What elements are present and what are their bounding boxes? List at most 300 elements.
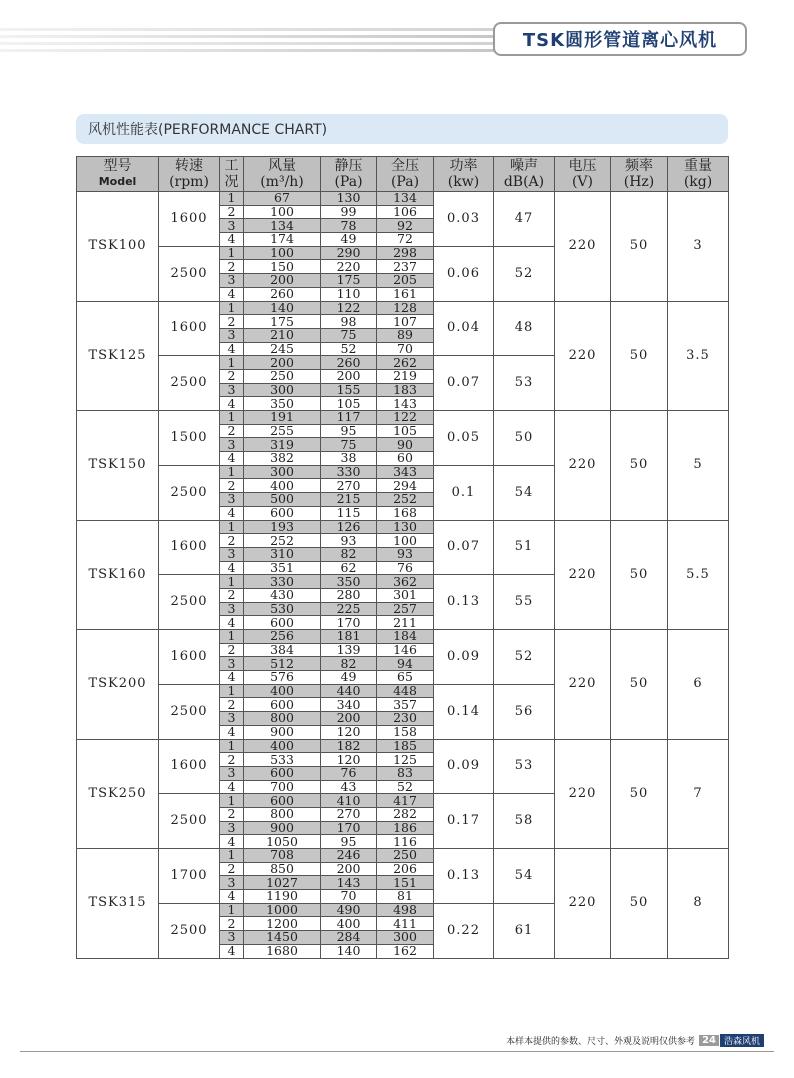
voltage-cell: 220 xyxy=(555,301,611,411)
static-pressure-cell: 215 xyxy=(321,493,377,507)
total-pressure-cell: 357 xyxy=(377,698,434,712)
total-pressure-cell: 107 xyxy=(377,315,434,329)
condition-cell: 3 xyxy=(220,712,244,726)
condition-cell: 4 xyxy=(220,780,244,794)
voltage-cell: 220 xyxy=(555,739,611,849)
airflow-cell: 1450 xyxy=(244,931,321,945)
model-cell: TSK160 xyxy=(77,520,159,630)
static-pressure-cell: 122 xyxy=(321,301,377,315)
header-unit: (Pa) xyxy=(390,174,420,190)
total-pressure-cell: 151 xyxy=(377,876,434,890)
header-label: 噪声 xyxy=(510,158,538,174)
static-pressure-cell: 175 xyxy=(321,274,377,288)
total-pressure-cell: 76 xyxy=(377,561,434,575)
airflow-cell: 600 xyxy=(244,506,321,520)
brand-label: 浩森风机 xyxy=(720,1034,764,1047)
condition-cell: 2 xyxy=(220,698,244,712)
header-label: 静压 xyxy=(334,158,363,174)
noise-cell: 53 xyxy=(494,739,555,794)
total-pressure-cell: 262 xyxy=(377,356,434,370)
airflow-cell: 850 xyxy=(244,862,321,876)
total-pressure-cell: 282 xyxy=(377,807,434,821)
header-label: 功率 xyxy=(449,158,478,174)
airflow-cell: 134 xyxy=(244,219,321,233)
airflow-cell: 330 xyxy=(244,575,321,589)
static-pressure-cell: 143 xyxy=(321,876,377,890)
total-pressure-cell: 122 xyxy=(377,411,434,425)
condition-cell: 2 xyxy=(220,479,244,493)
weight-cell: 5.5 xyxy=(668,520,729,630)
condition-cell: 4 xyxy=(220,397,244,411)
static-pressure-cell: 330 xyxy=(321,465,377,479)
airflow-cell: 400 xyxy=(244,739,321,753)
frequency-cell: 50 xyxy=(611,739,668,849)
noise-cell: 47 xyxy=(494,192,555,247)
total-pressure-cell: 219 xyxy=(377,369,434,383)
condition-cell: 4 xyxy=(220,233,244,247)
static-pressure-cell: 170 xyxy=(321,821,377,835)
airflow-cell: 191 xyxy=(244,411,321,425)
rpm-cell: 1600 xyxy=(159,630,220,685)
airflow-cell: 255 xyxy=(244,424,321,438)
total-pressure-cell: 146 xyxy=(377,643,434,657)
header-unit: 况 xyxy=(224,174,239,190)
model-cell: TSK150 xyxy=(77,411,159,521)
condition-cell: 3 xyxy=(220,657,244,671)
power-cell: 0.13 xyxy=(434,849,494,904)
static-pressure-cell: 49 xyxy=(321,233,377,247)
rpm-cell: 1600 xyxy=(159,739,220,794)
airflow-cell: 319 xyxy=(244,438,321,452)
airflow-cell: 210 xyxy=(244,328,321,342)
airflow-cell: 530 xyxy=(244,602,321,616)
static-pressure-cell: 182 xyxy=(321,739,377,753)
total-pressure-cell: 70 xyxy=(377,342,434,356)
table-row xyxy=(77,520,729,534)
footer-note: 本样本提供的参数、尺寸、外观及说明仅供参考 xyxy=(506,1037,696,1047)
condition-cell: 1 xyxy=(220,739,244,753)
static-pressure-cell: 350 xyxy=(321,575,377,589)
section-title: 风机性能表(PERFORMANCE CHART) xyxy=(76,114,728,144)
airflow-cell: 1027 xyxy=(244,876,321,890)
static-pressure-cell: 246 xyxy=(321,849,377,863)
rpm-cell: 1700 xyxy=(159,849,220,904)
condition-cell: 1 xyxy=(220,356,244,370)
condition-cell: 1 xyxy=(220,575,244,589)
static-pressure-cell: 410 xyxy=(321,794,377,808)
frequency-cell: 50 xyxy=(611,411,668,521)
rpm-cell: 2500 xyxy=(159,575,220,630)
static-pressure-cell: 117 xyxy=(321,411,377,425)
noise-cell: 56 xyxy=(494,684,555,739)
condition-cell: 1 xyxy=(220,192,244,206)
airflow-cell: 193 xyxy=(244,520,321,534)
total-pressure-cell: 125 xyxy=(377,753,434,767)
total-pressure-cell: 206 xyxy=(377,862,434,876)
airflow-cell: 1200 xyxy=(244,917,321,931)
airflow-cell: 500 xyxy=(244,493,321,507)
noise-cell: 55 xyxy=(494,575,555,630)
noise-cell: 51 xyxy=(494,520,555,575)
static-pressure-cell: 181 xyxy=(321,630,377,644)
frequency-cell: 50 xyxy=(611,630,668,740)
static-pressure-cell: 225 xyxy=(321,602,377,616)
static-pressure-cell: 93 xyxy=(321,534,377,548)
power-cell: 0.07 xyxy=(434,520,494,575)
condition-cell: 2 xyxy=(220,862,244,876)
condition-cell: 1 xyxy=(220,246,244,260)
condition-cell: 2 xyxy=(220,753,244,767)
total-pressure-cell: 93 xyxy=(377,547,434,561)
airflow-cell: 576 xyxy=(244,671,321,685)
airflow-cell: 900 xyxy=(244,725,321,739)
total-pressure-cell: 362 xyxy=(377,575,434,589)
header-unit: (V) xyxy=(571,174,594,190)
rpm-cell: 2500 xyxy=(159,356,220,411)
condition-cell: 3 xyxy=(220,821,244,835)
noise-cell: 52 xyxy=(494,246,555,301)
rpm-cell: 2500 xyxy=(159,903,220,958)
condition-cell: 4 xyxy=(220,342,244,356)
static-pressure-cell: 139 xyxy=(321,643,377,657)
static-pressure-cell: 130 xyxy=(321,192,377,206)
static-pressure-cell: 155 xyxy=(321,383,377,397)
static-pressure-cell: 38 xyxy=(321,452,377,466)
condition-cell: 1 xyxy=(220,684,244,698)
static-pressure-cell: 82 xyxy=(321,657,377,671)
condition-cell: 3 xyxy=(220,328,244,342)
airflow-cell: 600 xyxy=(244,698,321,712)
condition-cell: 1 xyxy=(220,794,244,808)
total-pressure-cell: 105 xyxy=(377,424,434,438)
airflow-cell: 1050 xyxy=(244,835,321,849)
static-pressure-cell: 110 xyxy=(321,287,377,301)
static-pressure-cell: 75 xyxy=(321,328,377,342)
header-unit: Model xyxy=(98,175,137,188)
total-pressure-cell: 448 xyxy=(377,684,434,698)
total-pressure-cell: 130 xyxy=(377,520,434,534)
airflow-cell: 382 xyxy=(244,452,321,466)
weight-cell: 3 xyxy=(668,192,729,302)
frequency-cell: 50 xyxy=(611,520,668,630)
condition-cell: 4 xyxy=(220,287,244,301)
static-pressure-cell: 78 xyxy=(321,219,377,233)
power-cell: 0.05 xyxy=(434,411,494,466)
airflow-cell: 300 xyxy=(244,383,321,397)
total-pressure-cell: 205 xyxy=(377,274,434,288)
noise-cell: 53 xyxy=(494,356,555,411)
total-pressure-cell: 162 xyxy=(377,944,434,958)
airflow-cell: 100 xyxy=(244,205,321,219)
header-unit: (m³/h) xyxy=(260,174,304,190)
total-pressure-cell: 294 xyxy=(377,479,434,493)
static-pressure-cell: 140 xyxy=(321,944,377,958)
noise-cell: 52 xyxy=(494,630,555,685)
static-pressure-cell: 98 xyxy=(321,315,377,329)
static-pressure-cell: 270 xyxy=(321,479,377,493)
total-pressure-cell: 143 xyxy=(377,397,434,411)
page-title: TSK圆形管道离心风机 xyxy=(493,22,747,56)
condition-cell: 1 xyxy=(220,411,244,425)
condition-cell: 4 xyxy=(220,835,244,849)
header-cell xyxy=(77,157,159,192)
total-pressure-cell: 94 xyxy=(377,657,434,671)
power-cell: 0.22 xyxy=(434,903,494,958)
static-pressure-cell: 105 xyxy=(321,397,377,411)
condition-cell: 3 xyxy=(220,274,244,288)
header-unit: (rpm) xyxy=(169,174,209,190)
condition-cell: 3 xyxy=(220,438,244,452)
total-pressure-cell: 184 xyxy=(377,630,434,644)
model-cell: TSK125 xyxy=(77,301,159,411)
total-pressure-cell: 250 xyxy=(377,849,434,863)
airflow-cell: 384 xyxy=(244,643,321,657)
table-body xyxy=(77,192,729,959)
airflow-cell: 300 xyxy=(244,465,321,479)
condition-cell: 4 xyxy=(220,890,244,904)
airflow-cell: 400 xyxy=(244,684,321,698)
airflow-cell: 400 xyxy=(244,479,321,493)
total-pressure-cell: 211 xyxy=(377,616,434,630)
airflow-cell: 67 xyxy=(244,192,321,206)
total-pressure-cell: 90 xyxy=(377,438,434,452)
condition-cell: 4 xyxy=(220,616,244,630)
airflow-cell: 533 xyxy=(244,753,321,767)
condition-cell: 2 xyxy=(220,369,244,383)
airflow-cell: 150 xyxy=(244,260,321,274)
rpm-cell: 1600 xyxy=(159,301,220,356)
airflow-cell: 250 xyxy=(244,369,321,383)
total-pressure-cell: 417 xyxy=(377,794,434,808)
condition-cell: 4 xyxy=(220,452,244,466)
static-pressure-cell: 82 xyxy=(321,547,377,561)
rpm-cell: 2500 xyxy=(159,246,220,301)
voltage-cell: 220 xyxy=(555,849,611,959)
condition-cell: 2 xyxy=(220,315,244,329)
condition-cell: 3 xyxy=(220,219,244,233)
power-cell: 0.1 xyxy=(434,465,494,520)
rpm-cell: 2500 xyxy=(159,465,220,520)
power-cell: 0.13 xyxy=(434,575,494,630)
voltage-cell: 220 xyxy=(555,411,611,521)
header-cell xyxy=(321,157,377,192)
airflow-cell: 310 xyxy=(244,547,321,561)
footer xyxy=(506,1034,764,1047)
header-unit: (kg) xyxy=(683,174,713,190)
static-pressure-cell: 43 xyxy=(321,780,377,794)
static-pressure-cell: 120 xyxy=(321,753,377,767)
noise-cell: 50 xyxy=(494,411,555,466)
condition-cell: 1 xyxy=(220,849,244,863)
airflow-cell: 200 xyxy=(244,274,321,288)
airflow-cell: 174 xyxy=(244,233,321,247)
condition-cell: 3 xyxy=(220,766,244,780)
condition-cell: 2 xyxy=(220,917,244,931)
weight-cell: 3.5 xyxy=(668,301,729,411)
header-label: 转速 xyxy=(175,158,203,174)
static-pressure-cell: 400 xyxy=(321,917,377,931)
static-pressure-cell: 280 xyxy=(321,588,377,602)
rpm-cell: 2500 xyxy=(159,794,220,849)
static-pressure-cell: 126 xyxy=(321,520,377,534)
rpm-cell: 1600 xyxy=(159,192,220,247)
condition-cell: 4 xyxy=(220,671,244,685)
header-cell xyxy=(494,157,555,192)
static-pressure-cell: 340 xyxy=(321,698,377,712)
static-pressure-cell: 200 xyxy=(321,862,377,876)
condition-cell: 2 xyxy=(220,807,244,821)
airflow-cell: 900 xyxy=(244,821,321,835)
total-pressure-cell: 185 xyxy=(377,739,434,753)
noise-cell: 48 xyxy=(494,301,555,356)
power-cell: 0.04 xyxy=(434,301,494,356)
condition-cell: 1 xyxy=(220,301,244,315)
condition-cell: 2 xyxy=(220,643,244,657)
total-pressure-cell: 100 xyxy=(377,534,434,548)
static-pressure-cell: 95 xyxy=(321,835,377,849)
condition-cell: 3 xyxy=(220,931,244,945)
condition-cell: 1 xyxy=(220,630,244,644)
header-cell xyxy=(555,157,611,192)
total-pressure-cell: 168 xyxy=(377,506,434,520)
airflow-cell: 1000 xyxy=(244,903,321,917)
total-pressure-cell: 498 xyxy=(377,903,434,917)
airflow-cell: 260 xyxy=(244,287,321,301)
total-pressure-cell: 298 xyxy=(377,246,434,260)
power-cell: 0.09 xyxy=(434,630,494,685)
rpm-cell: 1600 xyxy=(159,520,220,575)
static-pressure-cell: 284 xyxy=(321,931,377,945)
static-pressure-cell: 200 xyxy=(321,369,377,383)
header-unit: (Hz) xyxy=(623,174,655,190)
static-pressure-cell: 270 xyxy=(321,807,377,821)
total-pressure-cell: 134 xyxy=(377,192,434,206)
total-pressure-cell: 83 xyxy=(377,766,434,780)
rpm-cell: 2500 xyxy=(159,684,220,739)
condition-cell: 4 xyxy=(220,561,244,575)
header-label: 型号 xyxy=(103,158,132,174)
static-pressure-cell: 115 xyxy=(321,506,377,520)
power-cell: 0.14 xyxy=(434,684,494,739)
voltage-cell: 220 xyxy=(555,192,611,302)
voltage-cell: 220 xyxy=(555,630,611,740)
static-pressure-cell: 200 xyxy=(321,712,377,726)
frequency-cell: 50 xyxy=(611,301,668,411)
condition-cell: 2 xyxy=(220,534,244,548)
performance-table xyxy=(76,156,729,959)
airflow-cell: 430 xyxy=(244,588,321,602)
total-pressure-cell: 128 xyxy=(377,301,434,315)
airflow-cell: 800 xyxy=(244,712,321,726)
static-pressure-cell: 75 xyxy=(321,438,377,452)
total-pressure-cell: 72 xyxy=(377,233,434,247)
power-cell: 0.06 xyxy=(434,246,494,301)
static-pressure-cell: 290 xyxy=(321,246,377,260)
total-pressure-cell: 52 xyxy=(377,780,434,794)
noise-cell: 61 xyxy=(494,903,555,958)
airflow-cell: 350 xyxy=(244,397,321,411)
header-cell xyxy=(668,157,729,192)
weight-cell: 7 xyxy=(668,739,729,849)
page-number: 24 xyxy=(699,1035,719,1046)
condition-cell: 1 xyxy=(220,903,244,917)
static-pressure-cell: 95 xyxy=(321,424,377,438)
total-pressure-cell: 230 xyxy=(377,712,434,726)
total-pressure-cell: 300 xyxy=(377,931,434,945)
airflow-cell: 245 xyxy=(244,342,321,356)
static-pressure-cell: 76 xyxy=(321,766,377,780)
header-unit: (Pa) xyxy=(334,174,363,190)
airflow-cell: 140 xyxy=(244,301,321,315)
voltage-cell: 220 xyxy=(555,520,611,630)
noise-cell: 54 xyxy=(494,849,555,904)
condition-cell: 3 xyxy=(220,493,244,507)
airflow-cell: 600 xyxy=(244,766,321,780)
airflow-cell: 800 xyxy=(244,807,321,821)
condition-cell: 3 xyxy=(220,602,244,616)
header-label: 电压 xyxy=(568,158,597,174)
airflow-cell: 1680 xyxy=(244,944,321,958)
condition-cell: 3 xyxy=(220,876,244,890)
airflow-cell: 351 xyxy=(244,561,321,575)
static-pressure-cell: 99 xyxy=(321,205,377,219)
airflow-cell: 512 xyxy=(244,657,321,671)
airflow-cell: 175 xyxy=(244,315,321,329)
header-label: 工 xyxy=(224,158,239,174)
power-cell: 0.09 xyxy=(434,739,494,794)
total-pressure-cell: 257 xyxy=(377,602,434,616)
airflow-cell: 708 xyxy=(244,849,321,863)
table-row xyxy=(77,301,729,315)
total-pressure-cell: 158 xyxy=(377,725,434,739)
total-pressure-cell: 116 xyxy=(377,835,434,849)
header-stripes xyxy=(0,24,520,58)
static-pressure-cell: 52 xyxy=(321,342,377,356)
noise-cell: 54 xyxy=(494,465,555,520)
total-pressure-cell: 186 xyxy=(377,821,434,835)
condition-cell: 2 xyxy=(220,205,244,219)
static-pressure-cell: 62 xyxy=(321,561,377,575)
total-pressure-cell: 89 xyxy=(377,328,434,342)
header-cell xyxy=(244,157,321,192)
total-pressure-cell: 106 xyxy=(377,205,434,219)
airflow-cell: 252 xyxy=(244,534,321,548)
header-label: 频率 xyxy=(625,158,653,174)
condition-cell: 2 xyxy=(220,424,244,438)
footer-divider xyxy=(20,1051,774,1052)
total-pressure-cell: 343 xyxy=(377,465,434,479)
power-cell: 0.17 xyxy=(434,794,494,849)
weight-cell: 5 xyxy=(668,411,729,521)
total-pressure-cell: 411 xyxy=(377,917,434,931)
static-pressure-cell: 170 xyxy=(321,616,377,630)
model-cell: TSK250 xyxy=(77,739,159,849)
total-pressure-cell: 60 xyxy=(377,452,434,466)
condition-cell: 3 xyxy=(220,547,244,561)
total-pressure-cell: 92 xyxy=(377,219,434,233)
condition-cell: 4 xyxy=(220,506,244,520)
header-unit: dB(A) xyxy=(503,174,545,190)
header-cell xyxy=(159,157,220,192)
static-pressure-cell: 440 xyxy=(321,684,377,698)
condition-cell: 2 xyxy=(220,260,244,274)
total-pressure-cell: 81 xyxy=(377,890,434,904)
total-pressure-cell: 183 xyxy=(377,383,434,397)
condition-cell: 4 xyxy=(220,944,244,958)
header-label: 全压 xyxy=(391,158,419,174)
total-pressure-cell: 161 xyxy=(377,287,434,301)
header-label: 风量 xyxy=(268,158,296,174)
